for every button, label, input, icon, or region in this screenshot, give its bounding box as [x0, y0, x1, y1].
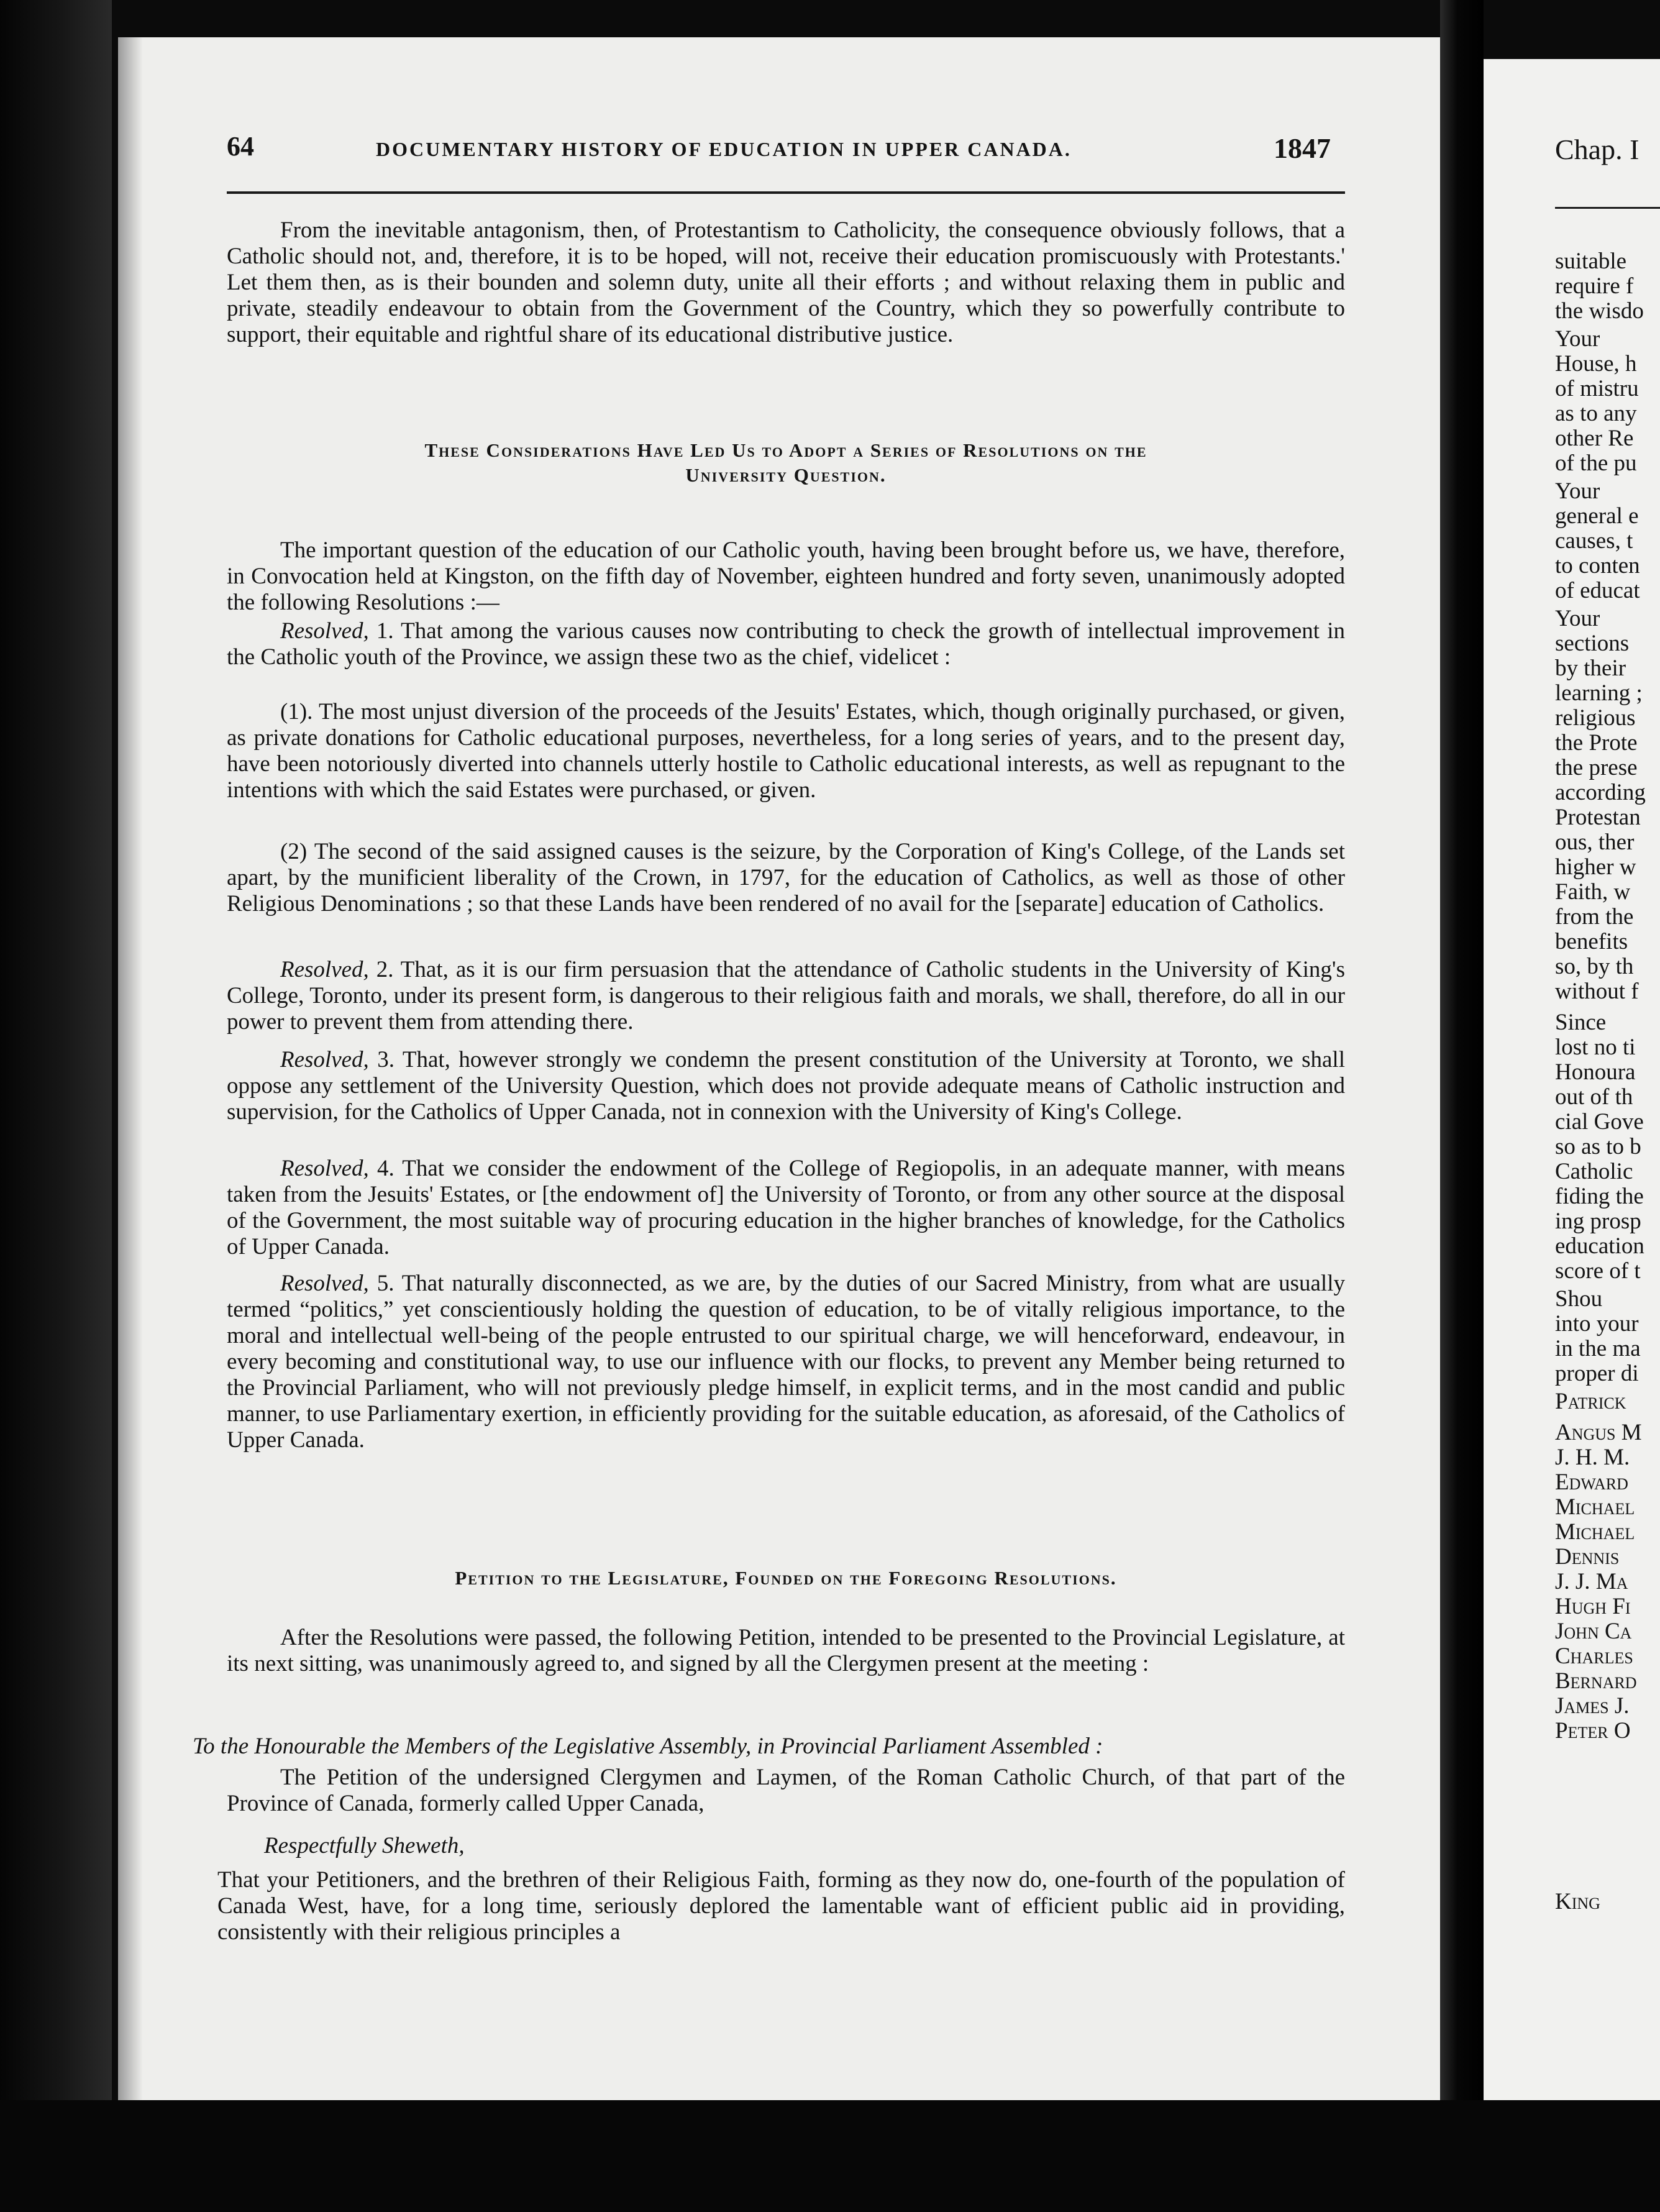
right-text-line: according	[1555, 780, 1646, 805]
header-year: 1847	[1274, 132, 1331, 164]
right-text-line: without f	[1555, 979, 1639, 1004]
right-text-line: Your	[1555, 606, 1600, 631]
right-text-line: suitable	[1555, 249, 1627, 274]
right-text-line: ing prosp	[1555, 1209, 1641, 1234]
intro-paragraph: The important question of the education of our Catholic youth, having been brought before us, we have, therefore, in Convocation held at Kingston, on the fifth day of November, eighteen hundred and forty seven, unanimously adopted the following Resolutions :—	[227, 537, 1345, 615]
resolution-text: 4. That we consider the endowment of the College of Regiopolis, in an adequate manner, with means taken from the Jesuits' Estates, or [the endowment of] the University of Toronto, or from any other source at the disposal of the Government, the most suitable way of procuring education in the higher branches of knowledge, for the Catholics of Upper Canada.	[227, 1156, 1345, 1259]
right-text-line: sections	[1555, 631, 1630, 656]
right-text-line: Since	[1555, 1010, 1607, 1035]
right-text-line: the wisdo	[1555, 298, 1644, 324]
signatory-name: Michael	[1555, 1519, 1635, 1545]
resolution-1-cause-1	[227, 699, 1345, 803]
right-page	[1484, 59, 1660, 2100]
signatory-name: J. H. M.	[1555, 1445, 1630, 1470]
section-heading-resolutions	[227, 438, 1345, 488]
right-text-line: by their	[1555, 656, 1626, 681]
final-paragraph: That your Petitioners, and the brethren of their Religious Faith, forming as they now do, one-fourth of the population of Canada West, have, for a long time, seriously deplored the lamentable want of efficient public aid in providing, consistently with their religious principles a	[217, 1867, 1345, 1945]
running-title: DOCUMENTARY HISTORY OF EDUCATION IN UPPER CANADA.	[376, 138, 1072, 160]
right-text-line: the Prote	[1555, 730, 1638, 756]
resolution-lead: Resolved,	[280, 1047, 369, 1072]
resolution-lead: Resolved,	[280, 957, 369, 982]
resolution-lead: Resolved,	[280, 1156, 369, 1181]
right-page-header: Chap. I	[1555, 134, 1639, 165]
scan-margin-bottom	[0, 2100, 1660, 2212]
right-header-rule	[1555, 207, 1660, 209]
right-text-line: general e	[1555, 503, 1639, 529]
signatory-name: Edward	[1555, 1469, 1628, 1495]
binding-shadow	[118, 37, 143, 2100]
address-line: To the Honourable the Members of the Legislative Assembly, in Provincial Parliament Assembled :	[193, 1734, 1103, 1759]
petition-intro: After the Resolutions were passed, the following Petition, intended to be presented to the Provincial Legislature, at its next sitting, was unanimously agreed to, and signed by all the Clergymen present at the meeting :	[227, 1625, 1345, 1676]
right-text-line: learning ;	[1555, 680, 1643, 706]
resolution-1-cause-2	[227, 839, 1345, 917]
right-text-line: of educat	[1555, 578, 1640, 603]
right-text-line: Shou	[1555, 1286, 1603, 1312]
right-text-line: of the pu	[1555, 450, 1637, 476]
right-text-line: Faith, w	[1555, 879, 1631, 905]
right-text-line: Honoura	[1555, 1059, 1636, 1085]
left-page	[118, 37, 1440, 2100]
signatory-name: Michael	[1555, 1494, 1635, 1520]
section-heading-line-2: University Question.	[685, 464, 887, 486]
right-text-line: fiding the	[1555, 1184, 1644, 1209]
right-text-line: so as to b	[1555, 1134, 1641, 1159]
right-text-line: as to any	[1555, 401, 1637, 426]
closing-word: King	[1555, 1889, 1600, 1914]
resolution-2	[227, 957, 1345, 1035]
resolution-text: 2. That, as it is our firm persuasion that the attendance of Catholic students in the University of King's College, Toronto, under its present form, is dangerous to their religious faith and morals, we shall, therefore, do all in our power to prevent them from attending there.	[227, 957, 1345, 1035]
signatory-name: Peter O	[1555, 1718, 1631, 1744]
resolution-text: 5. That naturally disconnected, as we are, by the duties of our Sacred Ministry, from what are usually termed “politics,” yet conscientiously holding the question of education, to be of vitally religious importance, to the moral and intellectual well-being of the people entrusted to our spiritual charge, we will henceforward, endeavour, in every becoming and constitutional way, to use our influence with our flocks, to prevent any Member being returned to the Provincial Parliament, who will not previously pledge himself, in explicit terms, and in the most candid and public manner, to use Parliamentary exertion, in efficiently providing for the suitable education, as aforesaid, of the Catholics of Upper Canada.	[227, 1271, 1345, 1453]
right-text-line: Catholic	[1555, 1159, 1633, 1184]
right-text-line: education	[1555, 1233, 1644, 1259]
right-text-line: higher w	[1555, 854, 1636, 880]
sheweth: Respectfully Sheweth,	[264, 1833, 465, 1858]
section-heading-line-1: These Considerations Have Led Us to Adopt a Series of Resolutions on the	[424, 439, 1147, 461]
resolution-lead: Resolved,	[280, 618, 369, 644]
right-text-line: proper di	[1555, 1361, 1639, 1386]
right-text-line: religious	[1555, 705, 1636, 731]
signatory-name: Patrick	[1555, 1389, 1626, 1414]
resolution-text: (1). The most unjust diversion of the proceeds of the Jesuits' Estates, which, though originally purchased, or given, as private donations for Catholic educational purposes, nevertheless, for a long series of years, and to the present day, have been notoriously diverted into channels utterly hostile to Catholic educational interests, as well as repugnant to the intentions with which the said Estates were purchased, or given.	[227, 699, 1345, 803]
right-text-line: Protestan	[1555, 805, 1641, 830]
right-text-line: so, by th	[1555, 954, 1634, 979]
resolution-text: 1. That among the various causes now contributing to check the growth of intellectual improvement in the Catholic youth of the Province, we assign these two as the chief, videlicet :	[227, 618, 1345, 670]
signatory-name: Bernard	[1555, 1668, 1637, 1694]
resolution-3	[227, 1047, 1345, 1125]
opening-paragraph: From the inevitable antagonism, then, of Protestantism to Catholicity, the consequence obviously follows, that a Catholic should not, and, therefore, it is to be hoped, will not, receive their education promiscuously with Protestants.' Let them then, as is their bounden and solemn duty, unite all their efforts ; and without relaxing them in public and private, steadily endeavour to obtain from the Government of the Country, which they so powerfully contribute to support, their equitable and rightful share of its educational distributive justice.	[227, 217, 1345, 347]
right-text-line: of mistru	[1555, 376, 1639, 401]
right-text-line: into your	[1555, 1311, 1639, 1337]
right-text-line: from the	[1555, 904, 1634, 930]
book-gutter	[1440, 0, 1484, 2212]
right-text-line: lost no ti	[1555, 1035, 1636, 1060]
signatory-name: John Ca	[1555, 1619, 1632, 1644]
right-text-line: causes, t	[1555, 528, 1633, 554]
signatory-name: Dennis	[1555, 1544, 1620, 1570]
right-text-line: other Re	[1555, 426, 1634, 451]
petition-body: The Petition of the undersigned Clergymen and Laymen, of the Roman Catholic Church, of that part of the Province of Canada, formerly called Upper Canada,	[227, 1765, 1345, 1816]
header-rule	[227, 191, 1345, 194]
signatory-name: J. J. Ma	[1555, 1569, 1628, 1594]
right-text-line: benefits	[1555, 929, 1628, 954]
signatory-name: Charles	[1555, 1643, 1633, 1669]
right-text-line: to conten	[1555, 553, 1640, 578]
right-text-line: ous, ther	[1555, 830, 1635, 855]
right-text-line: in the ma	[1555, 1336, 1641, 1361]
right-text-line: the prese	[1555, 755, 1638, 780]
right-text-line: cial Gove	[1555, 1109, 1644, 1135]
resolution-1	[227, 618, 1345, 670]
right-text-line: Your	[1555, 478, 1600, 504]
scan-margin-left	[0, 0, 112, 2212]
resolution-5	[227, 1271, 1345, 1453]
right-text-line: out of th	[1555, 1084, 1633, 1110]
signatory-name: Angus M	[1555, 1420, 1642, 1445]
right-text-line: require f	[1555, 273, 1634, 299]
resolution-text: (2) The second of the said assigned causes is the seizure, by the Corporation of King's College, of the Lands set apart, by the munificient liberality of the Crown, in 1797, for the education of Catholics, as well as those of other Religious Denominations ; so that these Lands have been rendered of no avail for the [separate] education of Catholics.	[227, 839, 1345, 916]
right-text-line: House, h	[1555, 351, 1637, 377]
resolution-text: 3. That, however strongly we condemn the present constitution of the University at Toronto, we shall oppose any settlement of the University Question, which does not provide adequate means of Catholic instruction and supervision, for the Catholics of Upper Canada, not in connexion with the University of King's College.	[227, 1047, 1345, 1125]
resolution-lead: Resolved,	[280, 1271, 369, 1296]
page-number: 64	[227, 131, 254, 162]
right-text-line: Your	[1555, 326, 1600, 352]
section-heading-petition: Petition to the Legislature, Founded on the Foregoing Resolutions.	[455, 1567, 1117, 1589]
signatory-name: James J.	[1555, 1693, 1630, 1719]
resolution-4	[227, 1156, 1345, 1260]
page-header	[227, 130, 1438, 180]
signatory-name: Hugh Fi	[1555, 1594, 1631, 1619]
right-text-line: score of t	[1555, 1258, 1641, 1284]
